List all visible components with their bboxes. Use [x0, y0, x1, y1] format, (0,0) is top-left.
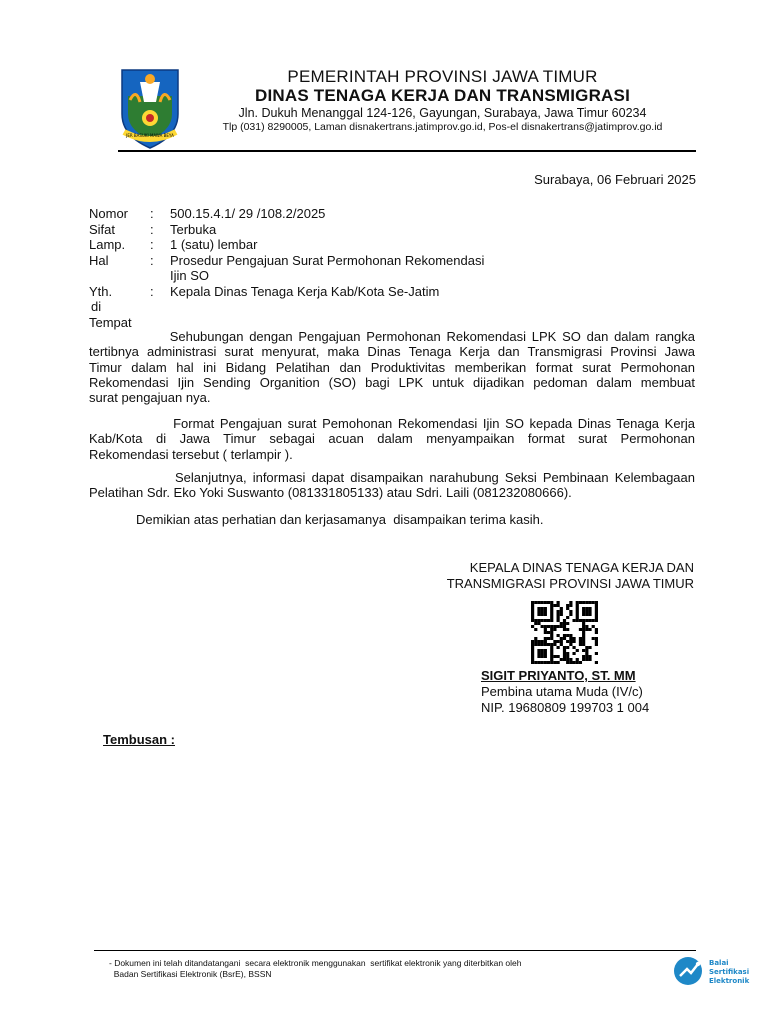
notice-line: - Dokumen ini telah ditandatangani secara elektronik menggunakan sertifikat elektronik yang diterbitkan oleh — [109, 958, 522, 968]
paragraph-line: tertibnya administrasi surat menyurat, maka Dinas Tenaga Kerja dan Transmigrasi Provinsi Jawa — [89, 344, 695, 360]
footer-divider — [94, 950, 696, 951]
letter-number: 500.15.4.1/ 29 /108.2/2025 — [170, 206, 326, 221]
signatory-rank: Pembina utama Muda (IV/c) — [481, 684, 643, 699]
paragraph-line: Kab/Kota di Jawa Timur sebagai acuan dalam menyampaikan format surat Permohonan — [89, 431, 695, 447]
meta-row-di — [89, 299, 530, 315]
agency-contacts: Tlp (031) 8290005, Laman disnakertrans.jatimprov.go.id, Pos-el disnakertrans@jatimprov.go.id — [222, 121, 663, 133]
signatory-title-line: TRANSMIGRASI PROVINSI JAWA TIMUR — [446, 576, 694, 591]
recipient-di: di — [91, 299, 102, 314]
letter-attachment: 1 (satu) lembar — [170, 237, 258, 252]
bsre-logo-text: Balai — [709, 959, 729, 967]
government-name: PEMERINTAH PROVINSI JAWA TIMUR — [287, 67, 598, 86]
meta-colon: : — [150, 221, 154, 237]
meta-label: Lamp. — [89, 237, 126, 252]
meta-row-sifat — [89, 222, 530, 238]
meta-row-hal — [89, 253, 530, 269]
qr-code — [531, 601, 598, 664]
meta-row-tempat — [89, 315, 530, 331]
emblem-motto: JER BASUKI MAWA BEYA — [126, 133, 174, 138]
paragraph-line: surat pengajuan nya. — [89, 390, 211, 406]
meta-colon: : — [150, 206, 154, 221]
meta-row-hal-cont — [89, 268, 530, 284]
letter-subject: Prosedur Pengajuan Surat Permohonan Rekomendasi — [170, 252, 485, 268]
meta-colon: : — [150, 252, 154, 268]
meta-colon: : — [150, 283, 154, 299]
agency-address: Jln. Dukuh Menanggal 124-126, Gayungan, Surabaya, Jawa Timur 60234 — [238, 106, 647, 120]
bsre-logo-text: Elektronik — [709, 977, 750, 985]
paragraph-line: Rekomendasi tersebut ( terlampir ). — [89, 446, 293, 462]
e-signature-notice — [109, 958, 522, 980]
bsre-logo-text: Sertifikasi — [709, 968, 750, 976]
body-paragraph-3 — [89, 470, 695, 501]
meta-colon: : — [150, 237, 154, 252]
letterhead-divider — [118, 150, 696, 152]
meta-label: Hal — [89, 252, 109, 268]
bsre-logo — [671, 954, 763, 988]
closing-paragraph — [89, 512, 695, 527]
signatory-name: SIGIT PRIYANTO, ST. MM — [481, 668, 636, 683]
meta-label: Sifat — [89, 221, 116, 237]
east-java-emblem — [118, 66, 182, 150]
meta-row-lamp — [89, 237, 530, 253]
signatory-nip: NIP. 19680809 199703 1 004 — [481, 700, 650, 715]
letter-meta — [89, 206, 530, 330]
paragraph-line: Pelatihan Sdr. Eko Yoki Suswanto (081331805133) atau Sdri. Laili (081232080666). — [89, 485, 572, 501]
meta-row-nomor — [89, 206, 530, 222]
paragraph-line: Rekomendasi Ijin Sending Organition (SO) bagi LPK untuk dijadikan pedoman dalam membuat — [89, 374, 695, 390]
letter-nature: Terbuka — [170, 221, 217, 237]
body-paragraph-1 — [89, 329, 695, 405]
paragraph-line: Timur dalam hal ini Bidang Pelatihan dan Produktivitas memberikan format surat Permohonan — [89, 359, 695, 375]
signatory-title — [400, 560, 694, 592]
body-paragraph-2 — [89, 416, 695, 462]
paragraph-line: Demikian atas perhatian dan kerjasamanya disampaikan terima kasih. — [89, 512, 544, 527]
recipient-place: Tempat — [89, 314, 132, 330]
paragraph-line: Format Pengajuan surat Pemohonan Rekomendasi Ijin SO kepada Dinas Tenaga Kerja — [89, 416, 695, 431]
meta-row-yth — [89, 284, 530, 300]
paragraph-line: Sehubungan dengan Pengajuan Permohonan Rekomendasi LPK SO dan dalam rangka — [89, 329, 695, 344]
signatory-title-line: KEPALA DINAS TENAGA KERJA DAN — [469, 560, 694, 575]
cc-heading: Tembusan : — [103, 732, 175, 747]
meta-label: Nomor — [89, 206, 129, 221]
agency-name: DINAS TENAGA KERJA DAN TRANSMIGRASI — [254, 86, 631, 105]
notice-line: Badan Sertifikasi Elektronik (BsrE), BSSN — [109, 969, 272, 979]
letter-subject-cont: Ijin SO — [170, 268, 210, 283]
paragraph-line: Selanjutnya, informasi dapat disampaikan narahubung Seksi Pembinaan Kelembagaan — [89, 470, 695, 485]
letter-date: Surabaya, 06 Februari 2025 — [534, 172, 696, 187]
letter-recipient: Kepala Dinas Tenaga Kerja Kab/Kota Se-Jatim — [170, 283, 440, 299]
meta-label: Yth. — [89, 283, 113, 299]
